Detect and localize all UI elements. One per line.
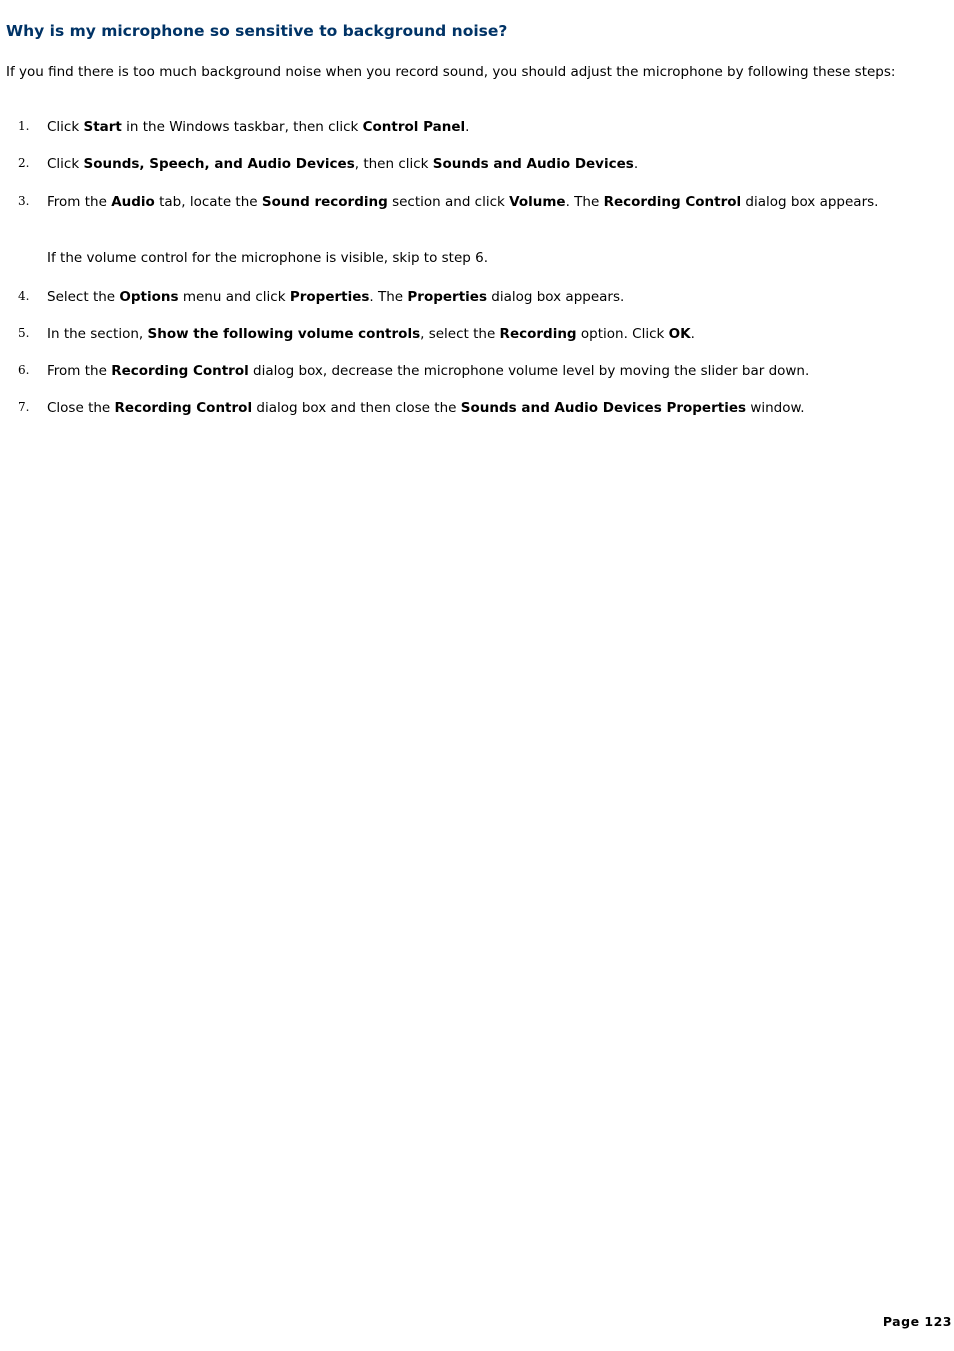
step-emphasis: Properties	[289, 289, 370, 305]
step-text-run: Select the	[47, 289, 120, 305]
step-emphasis: Options	[119, 289, 179, 305]
step-text-run: .	[633, 156, 639, 172]
step-emphasis: Sounds and Audio Devices	[432, 156, 634, 172]
step-emphasis: Control Panel	[362, 119, 466, 135]
step-text-run: dialog box, decrease the microphone volume level by moving the slider bar down.	[248, 363, 810, 379]
step-text-run: From the	[47, 363, 112, 379]
step-text-run: dialog box appears.	[486, 289, 625, 305]
step-text-run: Click	[47, 119, 84, 135]
step-number: 2.	[18, 156, 30, 170]
step-emphasis: Recording Control	[603, 194, 742, 210]
step-text-run: Close the	[47, 400, 115, 416]
step-text-run: Click	[47, 156, 84, 172]
step-text-run: dialog box appears.	[741, 194, 879, 210]
step-number: 4.	[18, 289, 30, 303]
page-number: Page 123	[882, 1314, 952, 1329]
step-text-run: section and click	[387, 194, 510, 210]
step-text-run: .	[690, 326, 695, 342]
step-text-run: , select the	[420, 326, 500, 342]
step-emphasis: Recording Control	[111, 363, 249, 379]
step-text-run: in the Windows taskbar, then click	[121, 119, 363, 135]
step-text-run: dialog box and then close the	[252, 400, 461, 416]
step-emphasis: Properties	[407, 289, 487, 305]
step-text	[47, 193, 927, 211]
step-text	[47, 288, 927, 306]
step-text-run: menu and click	[178, 289, 290, 305]
step-text	[47, 155, 927, 173]
step-emphasis: Recording Control	[114, 400, 253, 416]
step-emphasis: Sounds and Audio Devices Properties	[460, 400, 747, 416]
step-text-run: .	[465, 119, 470, 135]
step-text-run: option. Click	[576, 326, 669, 342]
step-emphasis: Recording	[499, 326, 577, 342]
step-text-run: In the section,	[47, 326, 148, 342]
step-number: 7.	[18, 400, 30, 414]
step-note: If the volume control for the microphone is visible, skip to step 6.	[47, 250, 489, 266]
step-text-run: window.	[746, 400, 805, 416]
step-text-run: . The	[369, 289, 408, 305]
step-number: 1.	[18, 119, 30, 133]
step-emphasis: Audio	[111, 194, 155, 210]
step-emphasis: Sounds, Speech, and Audio Devices	[83, 156, 355, 172]
step-emphasis: Sound recording	[261, 194, 388, 210]
step-number: 6.	[18, 363, 30, 377]
page-title: Why is my microphone so sensitive to background noise?	[6, 22, 508, 40]
step-text	[47, 399, 927, 417]
step-text	[47, 325, 927, 343]
step-emphasis: Show the following volume controls	[147, 326, 421, 342]
step-text-run: From the	[47, 194, 112, 210]
step-emphasis: Start	[83, 119, 122, 135]
step-text	[47, 362, 927, 380]
step-text	[47, 118, 927, 136]
step-emphasis: OK	[668, 326, 691, 342]
step-number: 5.	[18, 326, 30, 340]
step-emphasis: Volume	[509, 194, 566, 210]
step-text-run: , then click	[354, 156, 433, 172]
intro-paragraph: If you find there is too much background noise when you record sound, you should adjust the microphone by following these steps:	[6, 64, 896, 80]
step-text-run: tab, locate the	[154, 194, 262, 210]
step-number: 3.	[18, 194, 30, 208]
step-text-run: . The	[565, 194, 604, 210]
